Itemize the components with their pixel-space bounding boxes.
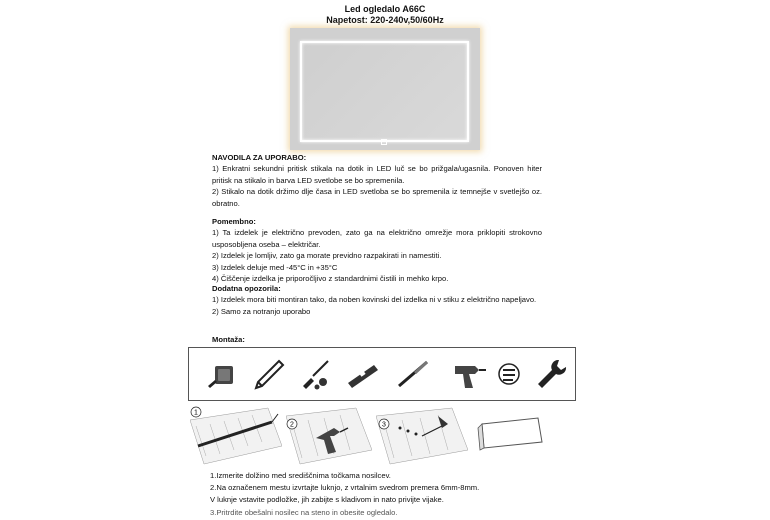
step-number: 3 — [382, 421, 386, 429]
instruction-item: 1) Enkratni sekundni pritisk stikala na dotik in LED luč se bo prižgala/ugasnila. Ponoven hiter pritisk na stikalo in barva LED svetlobe se bo spremenila. — [212, 164, 542, 185]
extra-warning-item: 1) Izdelek mora biti montiran tako, da noben kovinski del izdelka ni v stiku z električno napeljavo. — [212, 295, 537, 305]
touch-switch-icon — [381, 139, 387, 145]
important-item: 3) Izdelek deluje med -45°C in +35°C — [212, 262, 338, 272]
mounting-steps-illustration — [190, 406, 550, 466]
step-3-illustration — [376, 406, 468, 466]
mounting-step: V luknje vstavite podložke, jih zabijte s kladivom in nato privijte vijake. — [210, 495, 444, 505]
step-number: 1 — [194, 409, 198, 417]
mounting-step: 3.Pritrdite obešalni nosilec na steno in obesite ogledalo. — [210, 507, 398, 517]
mounting-step: 1.Izmerite dolžino med središčnima točkama nosilcev. — [210, 471, 391, 480]
wall-plugs-icon — [491, 356, 527, 392]
voltage-spec: Napetost: 220-240v,50/60Hz — [326, 15, 444, 25]
mirror-illustration — [290, 28, 480, 150]
extra-warnings — [212, 283, 542, 317]
pencil-icon — [251, 356, 287, 392]
step-2-illustration — [286, 406, 372, 466]
important-item: 2) Izdelek je lomljiv, zato ga morate previdno razpakirati in namestiti. — [212, 251, 442, 261]
drill-bit-icon — [395, 356, 431, 392]
led-light-strip — [300, 41, 469, 142]
important-notes — [212, 216, 542, 284]
tools-panel — [188, 347, 576, 401]
step-number: 2 — [290, 421, 294, 429]
mounting-heading: Montaža: — [212, 335, 245, 344]
usage-instructions — [212, 152, 542, 209]
instructions-heading: NAVODILA ZA UPORABO: — [212, 153, 307, 162]
power-drill-icon — [451, 356, 487, 392]
measuring-tape-icon — [205, 356, 241, 392]
mounting-step: 2.Na označenem mestu izvrtajte luknjo, z vrtalnim svedrom premera 6mm-8mm. — [210, 483, 480, 493]
extra-warning-item: 2) Samo za notranjo uporabo — [212, 306, 311, 316]
spirit-level-icon — [345, 356, 381, 392]
instruction-item: 2) Stikalo na dotik držimo dlje časa in LED svetloba se bo spremenila iz temnejše v svetlejšo oz. obratno. — [212, 187, 542, 208]
product-title: Led ogledalo A66C — [344, 4, 426, 14]
important-item: 1) Ta izdelek je električno prevoden, zato ga na električno omrežje mora priklopiti strokovno usposobljena oseba – električar. — [212, 228, 542, 249]
step-1-illustration — [190, 406, 282, 466]
screwdriver-icon — [297, 356, 333, 392]
important-heading: Pomembno: — [212, 217, 256, 226]
extra-warnings-heading: Dodatna opozorila: — [212, 284, 281, 293]
important-item: 4) Čiščenje izdelka je priporočljivo z standardnimi čistili in mehko krpo. — [212, 274, 449, 284]
wrench-icon — [533, 356, 569, 392]
mounted-mirror-illustration — [472, 406, 546, 456]
mounting-steps-text — [210, 470, 550, 519]
